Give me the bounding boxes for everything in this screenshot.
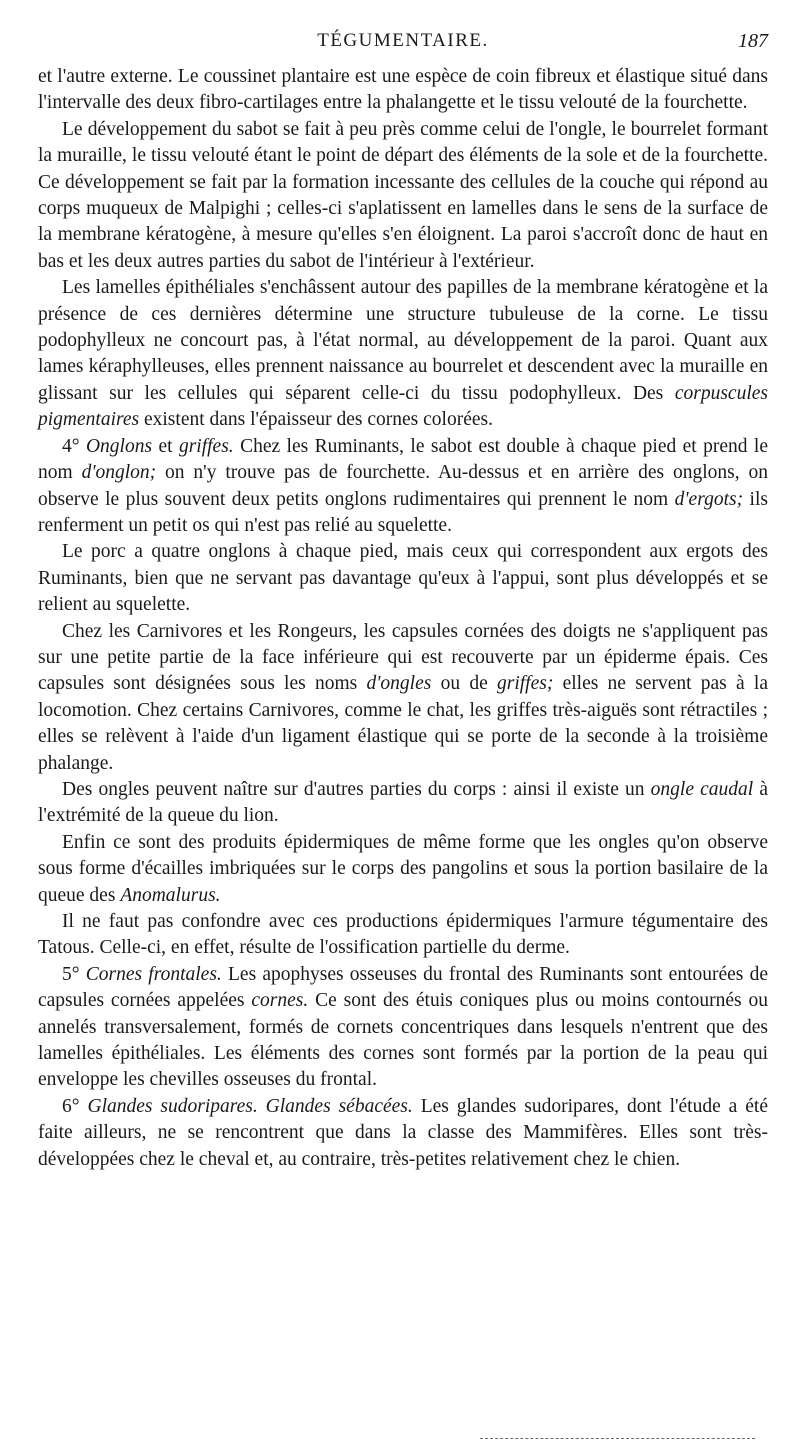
page-number: 187 — [738, 30, 768, 52]
italic-text: Onglons — [85, 435, 153, 457]
text-run: on n'y trouve pas de fourchette. Au-dessus et en arrière des onglons, on observe le plus souvent deux petits onglons rudimentaires qui prennent le nom — [38, 462, 768, 510]
text-run: elles ne servent pas à la locomotion. Chez certains Carnivores, comme le chat, les griffes très-aiguës sont rétractiles ; elles se relèvent à l'aide d'un ligament élastique qui se porte de la seconde à la troisième phalange. — [38, 673, 768, 774]
text-run: Les glandes sudoripares, dont l'étude a été faite ailleurs, ne se rencontrent que dans la classe des Mammifères. Elles sont très-développées chez le cheval et, au contraire, très-petites relativement chez le chien. — [38, 1095, 768, 1170]
text-run: et l'autre externe. Le coussinet plantaire est une espèce de coin fibreux et élastique situé dans l'intervalle des deux fibro-cartilages entre la phalangette et le tissu velouté de la fourchette. — [38, 66, 768, 114]
paragraph — [38, 434, 768, 540]
italic-text: ongle caudal — [650, 778, 754, 800]
text-run: ils renferment un petit os qui n'est pas relié au squelette. — [38, 488, 768, 536]
text-run: Le développement du sabot se fait à peu près comme celui de l'ongle, le bourrelet formant la muraille, le tissu velouté étant le point de départ des éléments de la sole et de la fourchette. Ce développement se fait par la formation incessante des cellules de la couche qui répond au corps muqueux de Malpighi ; celles-ci s'aplatissent en lamelles dans le sens de la surface de la membrane kératogène, à mesure qu'elles s'en éloignent. La paroi s'accroît donc de haut en bas et les deux autres parties du sabot de l'intérieur à l'extérieur. — [38, 118, 768, 272]
text-run: Ce sont des étuis coniques plus ou moins contournés ou annelés transversalement, formés de cornets concentriques dans lesquels n'entrent que des lamelles épithéliales. Les éléments des cornes sont formés par la portion de la peau qui enveloppe les chevilles osseuses du frontal. — [38, 990, 768, 1091]
text-run: Il ne faut pas confondre avec ces productions épidermiques l'armure tégumentaire des Tatous. Celle-ci, en effet, résulte de l'ossification partielle du derme. — [38, 911, 768, 959]
paragraph — [38, 117, 768, 275]
page-header — [38, 30, 768, 60]
italic-text: corpuscules pigmentaires — [38, 382, 768, 431]
italic-text: Anomalurus. — [120, 884, 221, 906]
text-run: Les apophyses osseuses du frontal des Ruminants sont entourées de capsules cornées appelées — [38, 963, 768, 1012]
running-title: TÉGUMENTAIRE. — [317, 30, 489, 51]
paragraph — [38, 962, 768, 1094]
text-run: Enfin ce sont des produits épidermiques de même forme que les ongles qu'on observe sous forme d'écailles imbriquées sur le corps des pangolins et sous la portion basilaire de la queue des — [38, 831, 768, 906]
italic-text: Glandes sudoripares. Glandes sébacées. — [87, 1095, 413, 1117]
paragraph — [38, 539, 768, 618]
text-run: 5° — [62, 963, 86, 985]
paragraph — [38, 1094, 768, 1173]
italic-text: griffes; — [496, 673, 554, 695]
footer-rule — [480, 1438, 755, 1439]
italic-text: griffes. — [178, 435, 234, 457]
text-run: Chez les Ruminants, le sabot est double à chaque pied et prend le nom — [38, 435, 769, 484]
italic-text: d'onglon; — [81, 462, 157, 484]
text-run: à l'extrémité de la queue du lion. — [38, 778, 768, 827]
text-run: Le porc a quatre onglons à chaque pied, mais ceux qui correspondent aux ergots des Ruminants, bien que ne servant pas davantage qu'eux à l'appui, sont plus développés et se relient au squelette. — [38, 541, 768, 616]
paragraph — [38, 619, 768, 777]
text-run: Chez les Carnivores et les Rongeurs, les capsules cornées des doigts ne s'appliquent pas sur une petite partie de la face inférieure qui est recouverte par un épiderme épais. Ces capsules sont désignées sous les noms — [38, 620, 768, 695]
paragraph — [38, 909, 768, 962]
text-run: existent dans l'épaisseur des cornes colorées. — [139, 409, 493, 431]
italic-text: Cornes frontales. — [85, 963, 222, 985]
paragraph — [38, 275, 768, 433]
text-run: et — [152, 435, 179, 457]
paragraph — [38, 777, 768, 830]
text-run: ou de — [431, 673, 497, 695]
text-run: 4° — [62, 435, 86, 457]
italic-text: d'ongles — [366, 673, 432, 695]
paragraph — [38, 64, 768, 117]
text-run: 6° — [62, 1095, 88, 1117]
italic-text: cornes. — [251, 990, 309, 1012]
book-page — [38, 30, 768, 1173]
text-run: Des ongles peuvent naître sur d'autres parties du corps : ainsi il existe un — [62, 778, 651, 800]
body-text — [38, 64, 768, 1173]
text-run: Les lamelles épithéliales s'enchâssent autour des papilles de la membrane kératogène et la présence de ces dernières détermine une structure tubuleuse de la corne. Le tissu podophylleux ne concourt pas, à l'état normal, au développement de la paroi. Quant aux lames kéraphylleuses, elles prennent naissance au bourrelet et descendent avec la muraille en glissant sur les cellules qui séparent celle-ci du tissu podophylleux. Des — [38, 277, 768, 404]
italic-text: d'ergots; — [674, 488, 744, 510]
paragraph — [38, 830, 768, 909]
